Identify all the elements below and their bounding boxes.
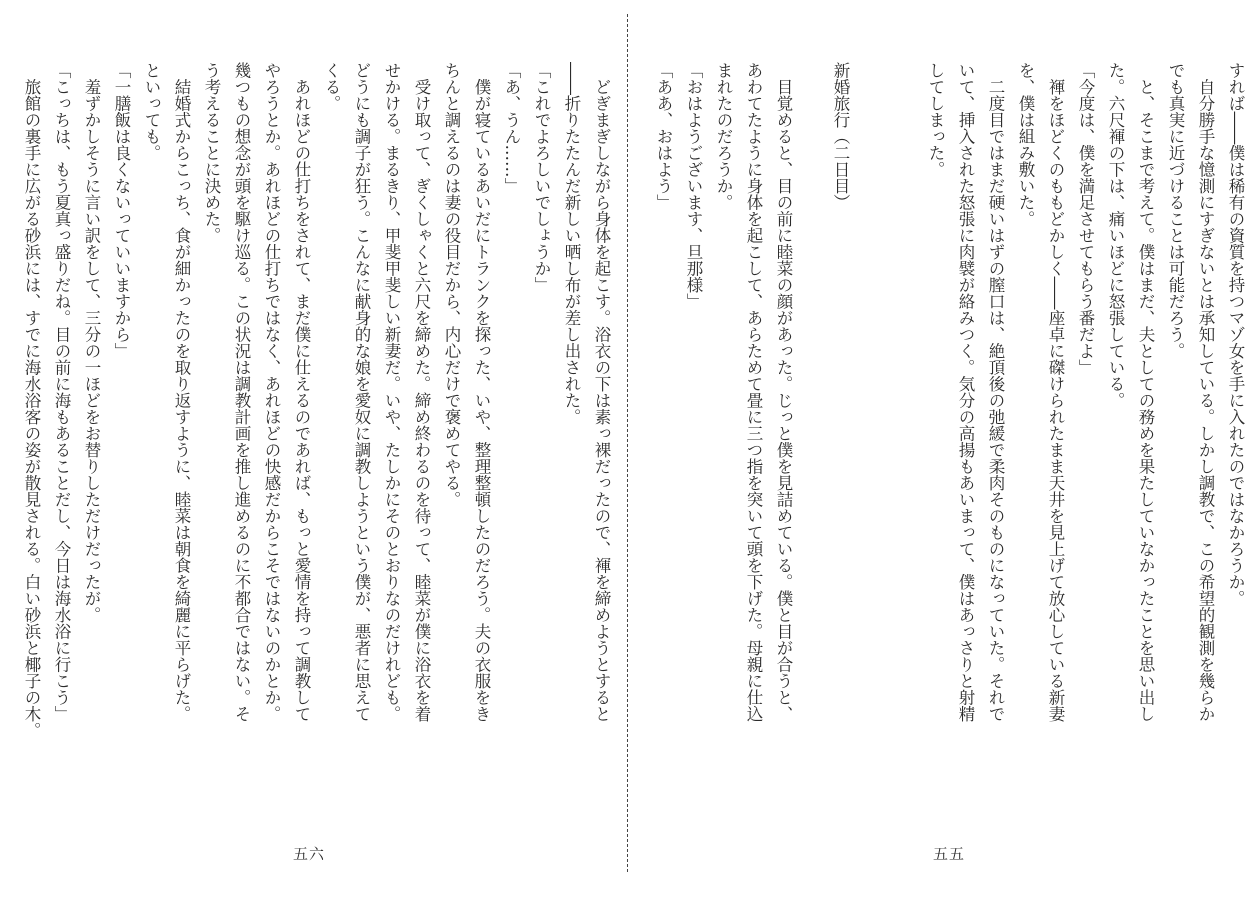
text-line: 幾つもの想念が頭を駆け巡る。この状況は調教計画を推し進めるのに不都合ではない。そ [232,62,251,722]
text-line: 「これでよろしいでしょうか」 [532,62,551,293]
page-number-left: 五六 [293,845,326,863]
text-line: 「一膳飯は良くないっていいますから」 [112,62,131,359]
right-page-text [650,62,1250,742]
text-line: を、僕は組み敷いた。 [1016,62,1035,227]
page-number-right: 五五 [933,845,966,863]
text-line: た。六尺褌の下は、痛いほどに怒張している。 [1106,62,1125,409]
text-line: といっても。 [142,62,161,161]
text-line: 旅館の裏手に広がる砂浜には、すでに海水浴客の姿が散見される。白い砂浜と椰子の木。 [22,62,41,739]
text-line: あれほどの仕打ちをされて、まだ僕に仕えるのであれば、もっと愛情を持って調教して [292,62,311,722]
text-line: どぎまぎしながら身体を起こす。浴衣の下は素っ裸だったので、褌を締めようとすると [592,62,611,722]
text-line: 褌をほどくのももどかしく――座卓に磔けられたまま天井を見上げて放心している新妻 [1046,62,1065,722]
text-line: 「ああ、おはよう」 [654,62,673,211]
text-line: 二度目ではまだ硬いはずの膣口は、絶頂後の弛緩で柔肉そのものになっていた。それで [986,62,1005,722]
text-line: 受け取って、ぎくしゃくと六尺を締めた。締め終わるのを待って、睦菜が僕に浴衣を着 [412,62,431,722]
text-line: ――折りたたんだ新しい晒し布が差し出された。 [562,62,581,425]
text-line: どうにも調子が狂う。こんなに献身的な娘を愛奴に調教しようという僕が、悪者に思えて [352,62,371,722]
text-line: 目覚めると、目の前に睦菜の顔があった。じっと僕を見詰めている。僕と目が合うと、 [774,62,793,722]
text-line: と、そこまで考えて。僕はまだ、夫としての務めを果たしていなかったことを思い出し [1136,62,1155,722]
text-line: ちんと調えるのは妻の役目だから、内心だけで褒めてやる。 [442,62,461,508]
text-line: してしまった。 [926,62,945,178]
text-line: 結婚式からこっち、食が細かったのを取り返すように、睦菜は朝食を綺麗に平らげた。 [172,62,191,722]
page-divider [627,14,628,872]
left-page-text [10,62,616,742]
text-line: 僕が寝ているあいだにトランクを探った、いや、整理整頓したのだろう。夫の衣服をき [472,62,491,722]
text-line: 「今度は、僕を満足させてもらう番だよ」 [1076,62,1095,376]
text-line: 羞ずかしそうに言い訳をして、三分の一ほどをお替りしただけだったが。 [82,62,101,623]
text-line: 自分勝手な憶測にすぎないとは承知している。しかし調教で、この希望的観測を幾らか [1196,62,1215,722]
text-line: 「おはようございます、旦那様」 [684,62,703,310]
text-line: いて、挿入された怒張に肉襞が絡みつく。気分の高揚もあいまって、僕はあっさりと射精 [956,62,975,722]
text-line: う考えることに決めた。 [202,62,221,244]
text-line: くる。 [322,62,341,112]
text-line: 「あ、うん……」 [502,62,521,194]
text-line: まれたのだろうか。 [714,62,733,211]
text-line: やろうとか。あれほどの仕打ちではなく、あれほどの快感だからこそではないのかとか。 [262,62,281,722]
text-line: せかける。まるきり、甲斐甲斐しい新妻だ。いや、たしかにそのとおりなのだけれども。 [382,62,401,722]
chapter-heading: 新婚旅行（二日目） [831,62,850,211]
text-line: 「こっちは、もう夏真っ盛りだね。目の前に海もあることだし、今日は海水浴に行こう」 [52,62,71,722]
text-line: あわてたように身体を起こして、あらためて畳に三つ指を突いて頭を下げた。母親に仕込 [744,62,763,722]
text-line: すれば――僕は稀有の資質を持つマゾ女を手に入れたのではなかろうか。 [1226,62,1245,607]
text-line: でも真実に近づけることは可能だろう。 [1166,62,1185,359]
